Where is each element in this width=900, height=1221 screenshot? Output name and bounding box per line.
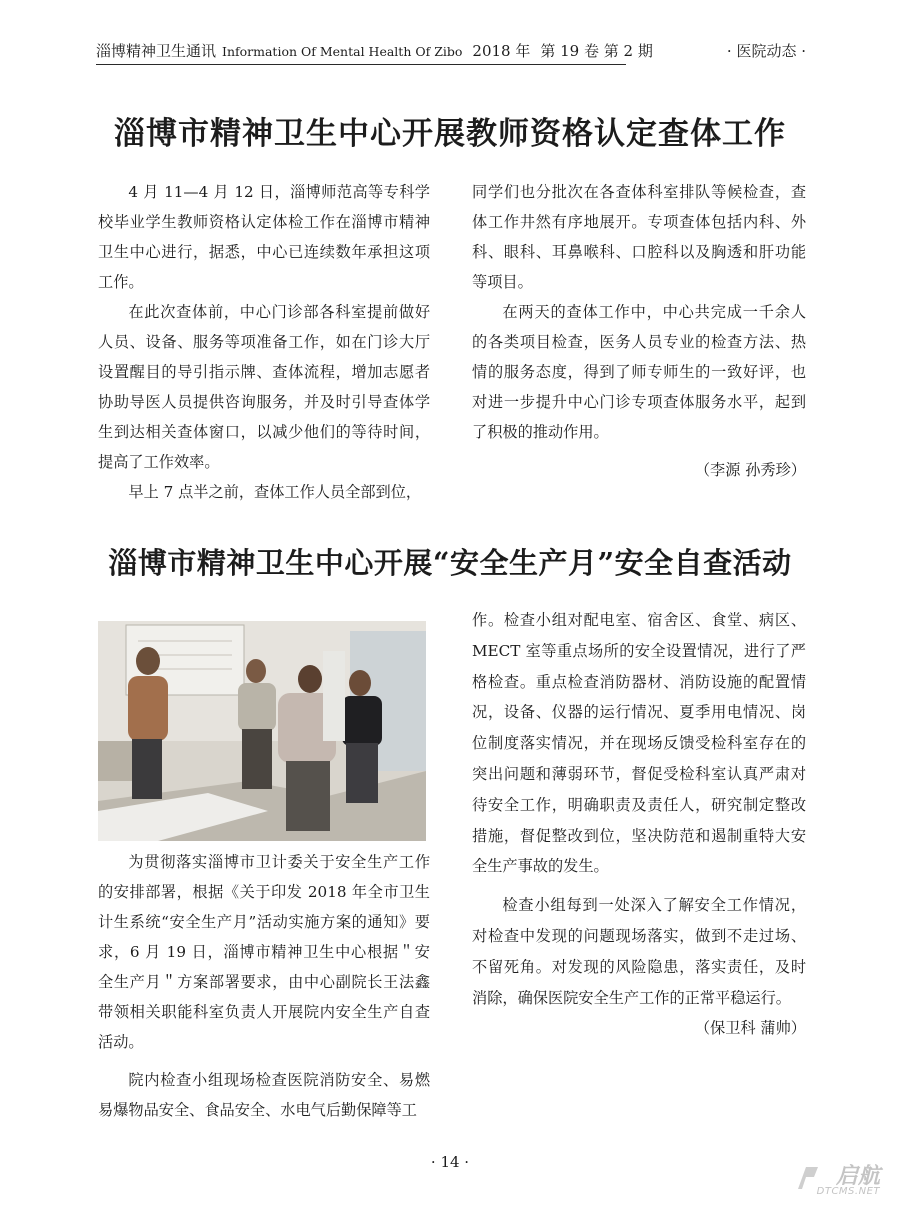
article1-paragraph-3-continued: 同学们也分批次在各查体科室排队等候检查，查体工作井然有序地展开。专项查体包括内科、外科、眼科、耳鼻喉科、口腔科以及胸透和肝功能等项目。 [472, 183, 806, 291]
article2-column-right [472, 605, 806, 1044]
article2-paragraph-1: 为贯彻落实淄博市卫计委关于安全生产工作的安排部署，根据《关于印发 2018 年全市卫生计生系统“安全生产月”活动实施方案的通知》要求，6 月 19 日，淄博市精神卫生中心根据＂安全生产月＂方案部署要求，由中心副院长王法鑫带领相关职能科室负责人开展院内安全生产自查活动。 [98, 853, 430, 1051]
running-head [96, 40, 806, 64]
watermark-text-en: DTCMS.NET [816, 1186, 880, 1197]
article1-paragraph-4: 在两天的查体工作中，中心共完成一千余人的各类项目检查，医务人员专业的检查方法、热情的服务态度，得到了师专师生的一致好评，也对进一步提升中心门诊专项查体服务水平，起到了积极的推动作用。 [472, 303, 806, 441]
article1-byline: （李源 孙秀珍） [694, 461, 806, 479]
section-label: · 医院动态 · [726, 42, 806, 60]
site-watermark [794, 1159, 886, 1203]
article2-title: 淄博市精神卫生中心开展“安全生产月”安全自查活动 [108, 546, 792, 580]
article1-column-right [472, 177, 806, 485]
journal-issue: 第 2 期 [603, 42, 653, 60]
journal-volume: 第 19 卷 [540, 42, 599, 60]
header-rule [96, 64, 626, 65]
article1-paragraph-3-start: 早上 7 点半之前，查体工作人员全部到位， [128, 483, 422, 501]
article1-column-left [98, 177, 430, 507]
article2-paragraph-2-continued: 作。检查小组对配电室、宿舍区、食堂、病区、MECT 室等重点场所的安全设置情况，进行了严格检查。重点检查消防器材、消防设施的配置情况，设备、仪器的运行情况、夏季用电情况、岗位制度落实情况，并在现场反馈受检科室存在的突出问题和薄弱环节，督促受检科室认真严肃对待安全工作，明确职责及责任人，研究制定整改措施，督促整改到位，坚决防范和遏制重特大安全生产事故的发生。 [472, 611, 806, 876]
safety-inspection-photo [98, 621, 426, 841]
article1-paragraph-1: 4 月 11—4 月 12 日，淄博师范高等专科学校毕业学生教师资格认定体检工作在淄博市精神卫生中心进行，据悉，中心已连续数年承担这项工作。 [98, 183, 430, 291]
page-number: · 14 · [430, 1153, 470, 1171]
journal-title-en: Information Of Mental Health Of Zibo [222, 44, 463, 59]
article2-byline: （保卫科 蒲帅） [694, 1019, 806, 1038]
safety-inspection-photo-drawing [98, 621, 426, 841]
journal-info [96, 40, 653, 61]
journal-title-cn: 淄博精神卫生通讯 [96, 42, 217, 60]
watermark-text-cn: 启航 [835, 1164, 880, 1189]
article2-paragraph-2-start: 院内检查小组现场检查医院消防安全、易燃易爆物品安全、食品安全、水电气后勤保障等工 [98, 1071, 430, 1119]
article1-paragraph-2: 在此次查体前，中心门诊部各科室提前做好人员、设备、服务等项准备工作，如在门诊大厅设置醒目的导引指示牌、查体流程，增加志愿者协助导医人员提供咨询服务，并及时引导查体学生到达相关查体窗口，以减少他们的等待时间，提高了工作效率。 [98, 303, 430, 471]
article2-paragraph-3: 检查小组每到一处深入了解安全工作情况，对检查中发现的问题现场落实，做到不走过场、不留死角。对发现的风险隐患，落实责任，及时消除，确保医院安全生产工作的正常平稳运行。 [472, 896, 806, 1007]
journal-year: 2018 年 [472, 42, 531, 60]
article1-title: 淄博市精神卫生中心开展教师资格认定查体工作 [114, 116, 786, 152]
article2-column-left [98, 847, 430, 1125]
